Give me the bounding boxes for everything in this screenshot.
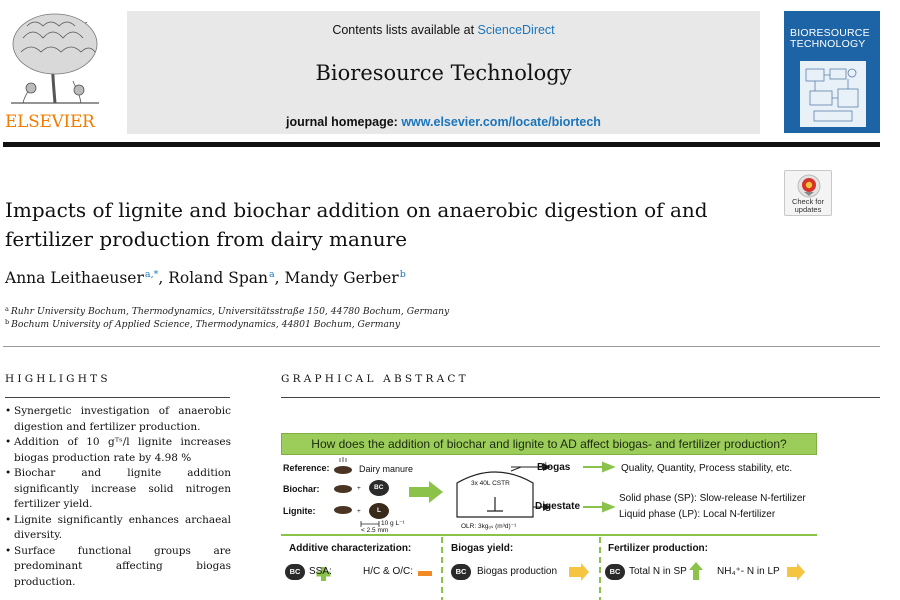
- lignite-label: Lignite:: [283, 506, 316, 516]
- reactor-label: 3x 40L CSTR: [471, 480, 510, 487]
- ga-column-separator: [441, 537, 443, 600]
- graphical-abstract-heading: GRAPHICAL ABSTRACT: [281, 373, 469, 385]
- dairy-manure-label: Dairy manure: [359, 464, 414, 474]
- affiliation-mark: a: [5, 305, 9, 313]
- journal-cover[interactable]: [784, 11, 880, 133]
- check-updates-label: [785, 198, 831, 214]
- author-name[interactable]: Mandy Gerber: [284, 269, 399, 287]
- homepage-prefix: journal homepage:: [286, 115, 402, 129]
- check-updates-icon: [797, 174, 821, 198]
- affiliation-text: Bochum University of Applied Science, Thermodynamics, 44801 Bochum, Germany: [11, 319, 401, 330]
- journal-header: [0, 0, 900, 150]
- author-name[interactable]: Anna Leithaeuser: [5, 269, 144, 287]
- elsevier-wordmark: ELSEVIER: [5, 112, 95, 132]
- neutral-arrow-icon: [787, 563, 805, 581]
- author-separator: ,: [158, 269, 169, 287]
- bc-badge: BC: [374, 484, 384, 491]
- contents-prefix: Contents lists available at: [332, 23, 478, 37]
- reference-label: Reference:: [283, 463, 330, 473]
- homepage-link[interactable]: www.elsevier.com/locate/biortech: [401, 115, 601, 129]
- additive-characterization-title: Additive characterization:: [289, 543, 412, 554]
- section-divider: [3, 346, 880, 347]
- bc-badge: BC: [285, 564, 305, 580]
- plus-sign: +: [357, 508, 361, 515]
- author-separator: ,: [274, 269, 285, 287]
- affiliation-mark: b: [5, 318, 10, 326]
- biogas-description: Quality, Quantity, Process stability, etc.: [621, 463, 793, 474]
- graphical-abstract-rule: [281, 397, 880, 398]
- ga-question-banner: How does the addition of biochar and lignite to AD affect biogas- and fertilizer production?: [281, 433, 817, 455]
- author-affiliation-marks[interactable]: a: [269, 269, 275, 280]
- highlights-heading: HIGHLIGHTS: [5, 373, 111, 385]
- minus-icon: [418, 571, 432, 576]
- cover-title-line1: BIORESOURCE: [790, 27, 870, 39]
- up-arrow-icon: [689, 562, 703, 580]
- liquid-phase-description: Liquid phase (LP): Local N-fertilizer: [619, 509, 776, 520]
- size-label: < 2.5 mm: [361, 527, 389, 534]
- bc-badge: BC: [451, 564, 471, 580]
- nh4-lp-label: NH₄⁺- N in LP: [717, 566, 780, 577]
- ga-divider: [281, 534, 817, 536]
- digestate-output-label: Digestate: [535, 501, 581, 512]
- article-title-line1: Impacts of lignite and biochar addition on anaerobic digestion of and: [5, 198, 708, 222]
- ratio-label: H/C & O/C:: [363, 566, 414, 577]
- biogas-output-label: Biogas: [537, 462, 571, 473]
- biochar-label: Biochar:: [283, 484, 320, 494]
- plus-sign: +: [357, 485, 361, 492]
- feed-arrow-icon: [409, 481, 443, 503]
- solid-phase-description: Solid phase (SP): Slow-release N-fertilizer: [619, 493, 806, 504]
- cover-title-line2: TECHNOLOGY: [790, 38, 866, 50]
- affiliation: [5, 318, 705, 330]
- elsevier-logo[interactable]: [3, 8, 108, 134]
- bc-badge: BC: [605, 564, 625, 580]
- highlight-item: • Surface functional groups are predominant affecting biogas production.: [5, 544, 231, 591]
- biogas-production-label: Biogas production: [477, 566, 558, 577]
- affiliation-text: Ruhr University Bochum, Thermodynamics, Universitätsstraße 150, 44780 Bochum, Germany: [10, 306, 450, 317]
- cover-title: [790, 28, 878, 50]
- check-updates-line1: Check for: [791, 197, 825, 206]
- author-name[interactable]: Roland Span: [168, 269, 268, 287]
- sciencedirect-link[interactable]: ScienceDirect: [477, 23, 555, 37]
- highlights-list: [5, 404, 231, 590]
- graphical-abstract-figure[interactable]: [281, 433, 821, 600]
- ga-column-separator: [599, 537, 601, 600]
- homepage-line: [127, 115, 760, 129]
- fertilizer-production-title: Fertilizer production:: [608, 543, 708, 554]
- highlight-item: • Biochar and lignite addition significantly increase solid nitrogen fertilizer yield.: [5, 466, 231, 513]
- ssa-label: SSA:: [309, 566, 332, 577]
- manure-pile-icon: [334, 457, 352, 514]
- neutral-arrow-icon: [569, 563, 589, 581]
- check-updates-line2: updates: [794, 205, 822, 214]
- highlight-item: • Addition of 10 gᵀˢ/l lignite increases biogas production rate by 4.98 %: [5, 435, 231, 466]
- author-affiliation-marks[interactable]: a,*: [144, 269, 159, 280]
- journal-title[interactable]: Bioresource Technology: [315, 61, 572, 85]
- affiliation: [5, 305, 705, 317]
- contents-line: [127, 23, 760, 37]
- check-for-updates-button[interactable]: [784, 170, 832, 216]
- dose-label: 10 g L⁻¹: [381, 520, 405, 527]
- author-list: [5, 269, 705, 287]
- article-title-line2: fertilizer production from dairy manure: [5, 227, 408, 251]
- elsevier-tree-icon: [3, 8, 108, 110]
- article-title: [5, 196, 765, 254]
- journal-info-box: [127, 11, 760, 134]
- biogas-yield-title: Biogas yield:: [451, 543, 514, 554]
- olr-label: OLR: 3kgₒₛ (m³d)⁻¹: [461, 523, 517, 530]
- l-badge: L: [377, 507, 381, 514]
- author-affiliation-marks[interactable]: b: [399, 269, 406, 280]
- header-rule: [3, 142, 880, 147]
- cover-diagram-icon: [800, 61, 866, 127]
- highlight-item: • Synergetic investigation of anaerobic digestion and fertilizer production.: [5, 404, 231, 435]
- total-n-sp-label: Total N in SP: [629, 566, 687, 577]
- highlights-rule: [5, 397, 230, 398]
- highlight-item: • Lignite significantly enhances archaeal diversity.: [5, 513, 231, 544]
